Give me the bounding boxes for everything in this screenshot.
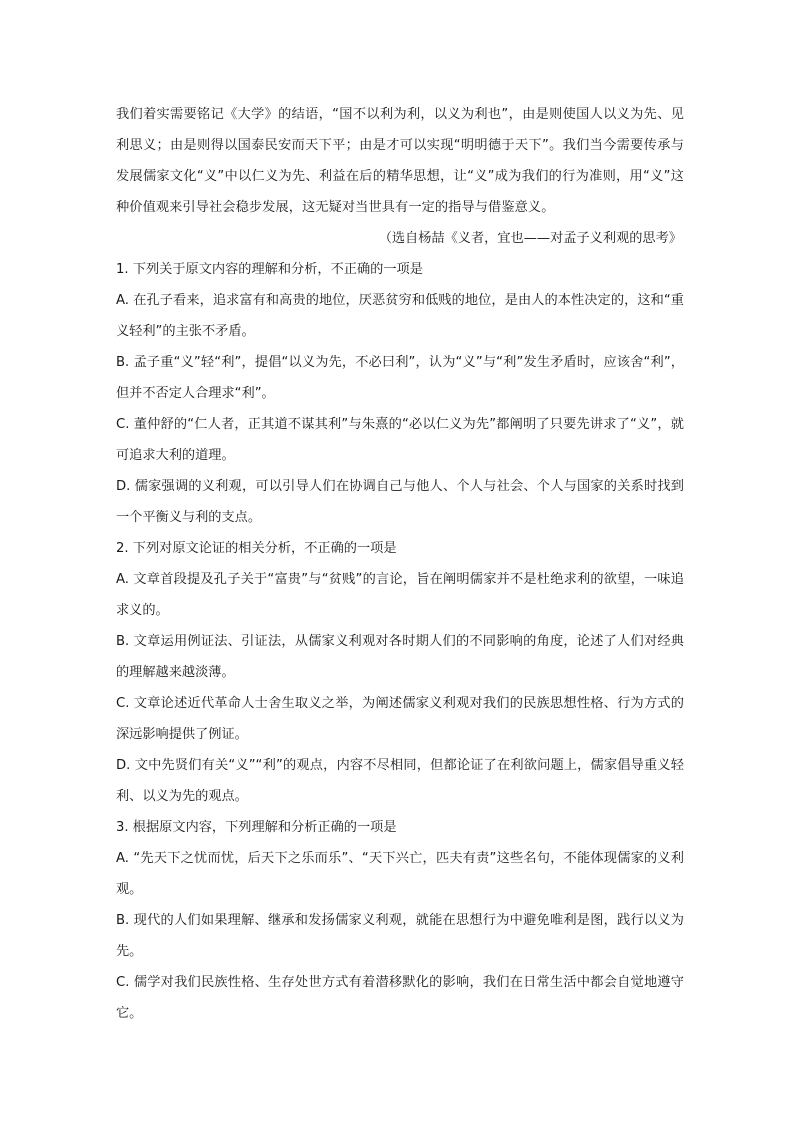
document-content (116, 99, 684, 1029)
question-stem: 2. 下列对原文论证的相关分析，不正确的一项是 (116, 541, 397, 556)
option-b: B. 孟子重“义”轻“利”，提倡“以义为先，不必曰利”，认为“义”与“利”发生矛盾时，应该舍“利”，但并不否定人合理求“利”。 (116, 355, 684, 401)
option-a: A. “先天下之忧而忧，后天下之乐而乐”、“天下兴亡，匹夫有责”这些名句，不能体现儒家的义利观。 (116, 851, 684, 897)
option-a: A. 在孔子看来，追求富有和高贵的地位，厌恶贫穷和低贱的地位，是由人的本性决定的，这和“重义轻利”的主张不矛盾。 (116, 293, 684, 339)
option-b: B. 现代的人们如果理解、继承和发扬儒家义利观，就能在思想行为中避免唯利是图，践行以义为先。 (116, 913, 684, 959)
passage-source: （选自杨喆《义者，宜也——对孟子义利观的思考》 (378, 231, 682, 246)
question-stem: 3. 根据原文内容，下列理解和分析正确的一项是 (116, 820, 397, 835)
option-b: B. 文章运用例证法、引证法，从儒家义利观对各时期人们的不同影响的角度，论述了人们对经典的理解越来越淡薄。 (116, 634, 684, 680)
question-1 (116, 254, 684, 533)
option-c: C. 文章论述近代革命人士舍生取义之举，为阐述儒家义利观对我们的民族思想性格、行为方式的深远影响提供了例证。 (116, 696, 684, 742)
option-c: C. 儒学对我们民族性格、生存处世方式有着潜移默化的影响，我们在日常生活中都会自觉地遵守它。 (116, 975, 684, 1021)
passage-paragraph: 我们着实需要铭记《大学》的结语，“国不以利为利，以义为利也”，由是则使国人以义为先、见利思义；由是则得以国泰民安而天下平；由是才可以实现“明明德于天下”。我们当今需要传承与发展儒家文化“义”中以仁义为先、利益在后的精华思想，让“义”成为我们的行为准则，用“义”这种价值观来引导社会稳步发展，这无疑对当世具有一定的指导与借鉴意义。 (116, 107, 684, 215)
option-c: C. 董仲舒的“仁人者，正其道不谋其利”与朱熹的“必以仁义为先”都阐明了只要先讲求了“义”，就可追求大利的道理。 (116, 417, 684, 463)
option-d: D. 儒家强调的义利观，可以引导人们在协调自己与他人、个人与社会、个人与国家的关系时找到一个平衡义与利的支点。 (116, 479, 684, 525)
question-3 (116, 812, 684, 1029)
question-2 (116, 533, 684, 812)
question-stem: 1. 下列关于原文内容的理解和分析，不正确的一项是 (116, 262, 423, 277)
option-d: D. 文中先贤们有关“义”“利”的观点，内容不尽相同，但都论证了在利欲问题上，儒家倡导重义轻利、以义为先的观点。 (116, 758, 684, 804)
option-a: A. 文章首段提及孔子关于“富贵”与“贫贱”的言论，旨在阐明儒家并不是杜绝求利的欲望，一味追求义的。 (116, 572, 684, 618)
